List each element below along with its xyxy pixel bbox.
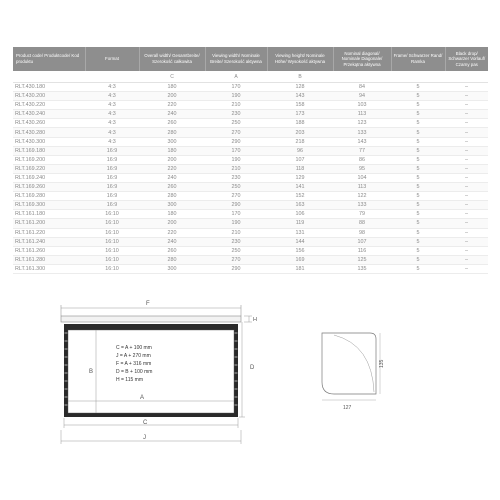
table-cell: 4:3 xyxy=(85,137,139,146)
table-cell: 170 xyxy=(205,83,267,92)
table-cell: 240 xyxy=(139,237,205,246)
table-cell: 104 xyxy=(333,173,391,182)
table-cell: 144 xyxy=(267,237,333,246)
table-cell: 170 xyxy=(205,210,267,219)
table-cell: – xyxy=(445,83,488,92)
table-cell: 280 xyxy=(139,128,205,137)
table-cell: 94 xyxy=(333,92,391,101)
table-cell: 200 xyxy=(139,155,205,164)
table-cell: 250 xyxy=(205,119,267,128)
table-cell: 5 xyxy=(391,237,445,246)
table-cell: 270 xyxy=(205,192,267,201)
table-cell: 16:9 xyxy=(85,201,139,210)
col-header-product-code: Product code/ Produktcode/ Kod produktu xyxy=(13,47,85,71)
table-cell: RLT.161.180 xyxy=(13,210,85,219)
table-cell: 125 xyxy=(333,255,391,264)
table-cell: 5 xyxy=(391,146,445,155)
table-cell: RLT.161.200 xyxy=(13,219,85,228)
table-cell: 200 xyxy=(139,92,205,101)
table-cell: – xyxy=(445,210,488,219)
table-cell: 5 xyxy=(391,210,445,219)
table-cell: 280 xyxy=(139,255,205,264)
table-cell: 188 xyxy=(267,119,333,128)
table-cell: – xyxy=(445,101,488,110)
table-cell: RLT.169.300 xyxy=(13,201,85,210)
table-cell: 300 xyxy=(139,201,205,210)
table-cell: RLT.169.280 xyxy=(13,192,85,201)
table-cell: 5 xyxy=(391,128,445,137)
table-cell: 141 xyxy=(267,183,333,192)
table-cell: 16:10 xyxy=(85,264,139,273)
table-cell: 169 xyxy=(267,255,333,264)
table-cell: 4:3 xyxy=(85,110,139,119)
table-cell: – xyxy=(445,155,488,164)
table-cell: 181 xyxy=(267,264,333,273)
table-cell: – xyxy=(445,192,488,201)
table-cell: RLT.169.180 xyxy=(13,146,85,155)
table-cell: 16:10 xyxy=(85,228,139,237)
table-cell: – xyxy=(445,137,488,146)
table-cell: 270 xyxy=(205,255,267,264)
table-cell: – xyxy=(445,255,488,264)
table-cell: 16:10 xyxy=(85,210,139,219)
table-cell: – xyxy=(445,92,488,101)
table-cell: 103 xyxy=(333,101,391,110)
profile-curve xyxy=(334,335,374,392)
table-cell: – xyxy=(445,264,488,273)
table-cell: 250 xyxy=(205,183,267,192)
table-cell: 218 xyxy=(267,137,333,146)
table-cell: 16:9 xyxy=(85,155,139,164)
table-cell: 16:9 xyxy=(85,183,139,192)
table-cell: 5 xyxy=(391,201,445,210)
table-cell: 107 xyxy=(333,237,391,246)
dim-b-label: B xyxy=(89,369,94,375)
table-cell: 290 xyxy=(205,201,267,210)
table-cell: RLT.169.220 xyxy=(13,164,85,173)
table-cell: 240 xyxy=(139,173,205,182)
table-cell: 5 xyxy=(391,155,445,164)
table-cell: 220 xyxy=(139,101,205,110)
table-cell: RLT.161.240 xyxy=(13,237,85,246)
table-cell: 203 xyxy=(267,128,333,137)
table-cell: 16:9 xyxy=(85,192,139,201)
table-cell: 4:3 xyxy=(85,101,139,110)
table-cell: 143 xyxy=(333,137,391,146)
table-cell: 190 xyxy=(205,92,267,101)
table-cell: 270 xyxy=(205,128,267,137)
formula-line: H = 115 mm xyxy=(116,377,143,383)
table-cell: RLT.169.260 xyxy=(13,183,85,192)
table-cell: 230 xyxy=(205,173,267,182)
dim-j-label: J xyxy=(143,435,146,441)
table-cell: 16:10 xyxy=(85,255,139,264)
col-header-format: Format xyxy=(85,47,139,71)
table-cell: – xyxy=(445,246,488,255)
table-cell: RLT.430.220 xyxy=(13,101,85,110)
table-cell: 230 xyxy=(205,237,267,246)
col-header-black-drop: Black drop/ Schwarzer Vorlauf/ Czarny pas xyxy=(445,47,488,71)
table-cell: – xyxy=(445,164,488,173)
table-cell: 84 xyxy=(333,83,391,92)
table-cell: – xyxy=(445,128,488,137)
table-cell: 135 xyxy=(333,264,391,273)
table-cell: RLT.161.280 xyxy=(13,255,85,264)
dim-a-label: A xyxy=(140,395,145,401)
table-cell: RLT.169.240 xyxy=(13,173,85,182)
dim-c-label: C xyxy=(143,420,148,426)
table-cell: 5 xyxy=(391,183,445,192)
table-cell: 123 xyxy=(333,119,391,128)
table-cell: RLT.430.180 xyxy=(13,83,85,92)
table-cell: 95 xyxy=(333,164,391,173)
table-cell: 5 xyxy=(391,255,445,264)
table-cell: 220 xyxy=(139,164,205,173)
table-cell: 5 xyxy=(391,92,445,101)
table-cell: 16:10 xyxy=(85,237,139,246)
table-cell: RLT.169.200 xyxy=(13,155,85,164)
table-cell: 5 xyxy=(391,119,445,128)
table-cell: 88 xyxy=(333,219,391,228)
col-header-nominal-diagonal: Nominal diagonal/ Nominale Diagonale/ Przekątna aktywna xyxy=(333,47,391,71)
table-cell: 210 xyxy=(205,164,267,173)
table-cell: 4:3 xyxy=(85,92,139,101)
table-cell: 5 xyxy=(391,192,445,201)
table-cell: 113 xyxy=(333,183,391,192)
table-cell: – xyxy=(445,119,488,128)
profile-height-label: 135 xyxy=(379,359,385,368)
table-cell: 152 xyxy=(267,192,333,201)
table-cell: 220 xyxy=(139,228,205,237)
table-cell: 98 xyxy=(333,228,391,237)
formula-line: F = A + 316 mm xyxy=(116,361,152,367)
table-cell: RLT.161.260 xyxy=(13,246,85,255)
dimension-j xyxy=(61,430,241,444)
table-cell: 180 xyxy=(139,83,205,92)
table-cell: 300 xyxy=(139,137,205,146)
table-cell: – xyxy=(445,237,488,246)
screen-housing xyxy=(61,316,241,322)
table-cell: 119 xyxy=(267,219,333,228)
table-cell: RLT.430.240 xyxy=(13,110,85,119)
table-cell: 260 xyxy=(139,246,205,255)
table-cell: – xyxy=(445,228,488,237)
table-cell: 5 xyxy=(391,164,445,173)
table-cell: 4:3 xyxy=(85,83,139,92)
table-cell: – xyxy=(445,201,488,210)
table-cell: RLT.161.220 xyxy=(13,228,85,237)
table-cell: 106 xyxy=(267,210,333,219)
table-cell: 240 xyxy=(139,110,205,119)
subheader-cell: A xyxy=(205,71,267,83)
table-cell: 300 xyxy=(139,264,205,273)
table-cell: 86 xyxy=(333,155,391,164)
table-cell: 16:9 xyxy=(85,146,139,155)
table-cell: – xyxy=(445,110,488,119)
table-cell: 290 xyxy=(205,137,267,146)
table-cell: 118 xyxy=(267,164,333,173)
table-cell: 250 xyxy=(205,246,267,255)
table-cell: 170 xyxy=(205,146,267,155)
table-cell: 5 xyxy=(391,83,445,92)
table-cell: 158 xyxy=(267,101,333,110)
table-cell: 260 xyxy=(139,119,205,128)
col-header-overall-width: Overall width/ Gesamtbreite/ Szerokość całkowita xyxy=(139,47,205,71)
table-cell: 180 xyxy=(139,146,205,155)
col-header-viewing-width: Viewing width/ Nominale Breite/ Szerokość aktywna xyxy=(205,47,267,71)
table-cell: 5 xyxy=(391,228,445,237)
table-cell: 16:10 xyxy=(85,246,139,255)
table-cell: RLT.430.280 xyxy=(13,128,85,137)
table-cell: 280 xyxy=(139,192,205,201)
table-cell: 260 xyxy=(139,183,205,192)
table-cell: 4:3 xyxy=(85,119,139,128)
table-cell: 122 xyxy=(333,192,391,201)
table-cell: 16:10 xyxy=(85,219,139,228)
formula-line: D = B + 100 mm xyxy=(116,369,153,375)
table-cell: RLT.430.200 xyxy=(13,92,85,101)
table-cell: RLT.430.300 xyxy=(13,137,85,146)
table-cell: 200 xyxy=(139,219,205,228)
table-cell: 163 xyxy=(267,201,333,210)
subheader-cell: B xyxy=(267,71,333,83)
col-header-frame: Frame/ Schwarzer Rand/ Ramka xyxy=(391,47,445,71)
table-cell: 79 xyxy=(333,210,391,219)
table-cell: 16:9 xyxy=(85,173,139,182)
subheader-cell: C xyxy=(139,71,205,83)
table-cell: 116 xyxy=(333,246,391,255)
housing-profile-drawing xyxy=(322,333,385,411)
dim-d-label: D xyxy=(250,365,255,371)
table-cell: 131 xyxy=(267,228,333,237)
table-cell: 5 xyxy=(391,173,445,182)
table-cell: 113 xyxy=(333,110,391,119)
dimension-h xyxy=(244,316,257,323)
profile-width-label: 127 xyxy=(343,405,352,411)
table-cell: 77 xyxy=(333,146,391,155)
table-cell: 5 xyxy=(391,219,445,228)
table-cell: 5 xyxy=(391,264,445,273)
table-cell: RLT.161.300 xyxy=(13,264,85,273)
table-cell: 96 xyxy=(267,146,333,155)
table-cell: – xyxy=(445,173,488,182)
table-cell: 16:9 xyxy=(85,164,139,173)
formula-line: C = A + 100 mm xyxy=(116,345,152,351)
table-cell: 210 xyxy=(205,228,267,237)
table-cell: 4:3 xyxy=(85,128,139,137)
table-cell: 190 xyxy=(205,155,267,164)
table-cell: 156 xyxy=(267,246,333,255)
table-cell: – xyxy=(445,219,488,228)
table-cell: – xyxy=(445,146,488,155)
table-cell: 5 xyxy=(391,101,445,110)
table-cell: 128 xyxy=(267,83,333,92)
dimension-d xyxy=(239,322,255,417)
table-cell: 190 xyxy=(205,219,267,228)
table-cell: 5 xyxy=(391,137,445,146)
dim-h-label: H xyxy=(253,317,257,323)
dim-f-label: F xyxy=(146,301,150,307)
table-cell: 173 xyxy=(267,110,333,119)
table-cell: 133 xyxy=(333,128,391,137)
table-cell: 5 xyxy=(391,246,445,255)
table-cell: 230 xyxy=(205,110,267,119)
formula-line: J = A + 270 mm xyxy=(116,353,151,359)
dimension-c xyxy=(64,418,238,428)
table-cell: RLT.430.260 xyxy=(13,119,85,128)
table-cell: 5 xyxy=(391,110,445,119)
table-cell: – xyxy=(445,183,488,192)
table-cell: 180 xyxy=(139,210,205,219)
table-cell: 107 xyxy=(267,155,333,164)
table-cell: 133 xyxy=(333,201,391,210)
col-header-viewing-height: Viewing height/ Nominale Höhe/ Wysokość aktywna xyxy=(267,47,333,71)
table-cell: 290 xyxy=(205,264,267,273)
table-cell: 129 xyxy=(267,173,333,182)
dimension-f xyxy=(61,301,241,316)
table-cell: 143 xyxy=(267,92,333,101)
table-cell: 210 xyxy=(205,101,267,110)
